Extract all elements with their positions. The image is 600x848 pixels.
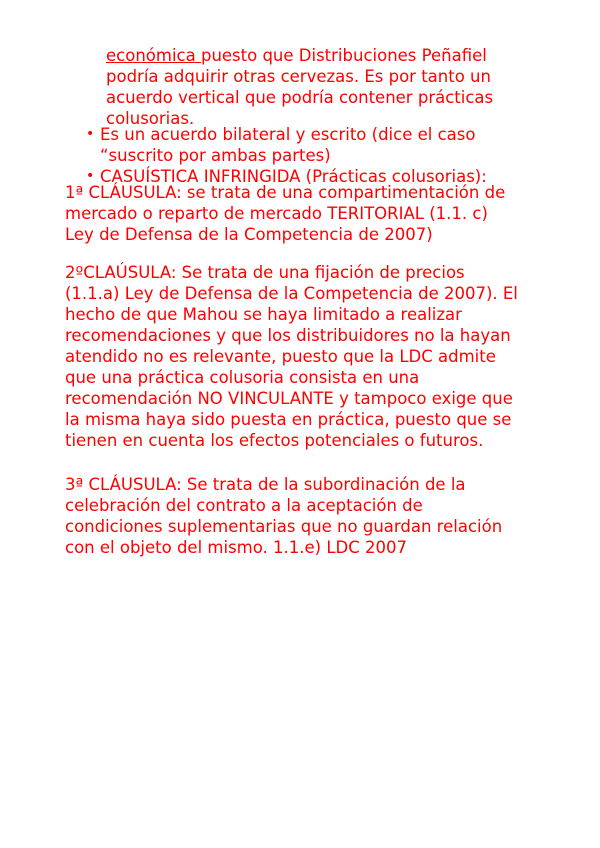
bullet-text: CASUÍSTICA INFRINGIDA (Prácticas colusorias): xyxy=(100,167,487,186)
underlined-word: económica xyxy=(106,46,201,65)
clause-2-paragraph: 2ºCLAÚSULA: Se trata de una fijación de precios (1.1.a) Ley de Defensa de la Competencia de 2007). El hecho de que Mahou se haya limitado a realizar recomendaciones y que los distribuidores no la hayan atendido no es relevante, puesto que la LDC admite que una práctica colusoria consista en una recomendación NO VINCULANTE y tampoco exige que la misma haya sido puesta en práctica, puesto que se tienen en cuenta los efectos potenciales o futuros. xyxy=(65,263,518,450)
continuation-text: puesto que Distribuciones Peñafiel podría adquirir otras cervezas. Es por tanto un acuerdo vertical que podría contener prácticas colusorias. xyxy=(106,46,494,128)
clause-1-paragraph: 1ª CLÁUSULA: se trata de una compartimentación de mercado o reparto de mercado TERITORIAL (1.1. c) Ley de Defensa de la Competencia de 2007) xyxy=(65,183,506,244)
clause-3-paragraph: 3ª CLÁUSULA: Se trata de la subordinación de la celebración del contrato a la aceptación de condiciones suplementarias que no guardan relación con el objeto del mismo. 1.1.e) LDC 2007 xyxy=(65,475,503,557)
bullet-text: Es un acuerdo bilateral y escrito (dice el caso “suscrito por ambas partes) xyxy=(100,125,476,165)
bullet-icon: • xyxy=(86,168,95,184)
list-item xyxy=(86,124,556,166)
bullet-list xyxy=(86,124,556,187)
continuation-paragraph xyxy=(106,45,576,129)
bullet-icon: • xyxy=(86,126,95,142)
